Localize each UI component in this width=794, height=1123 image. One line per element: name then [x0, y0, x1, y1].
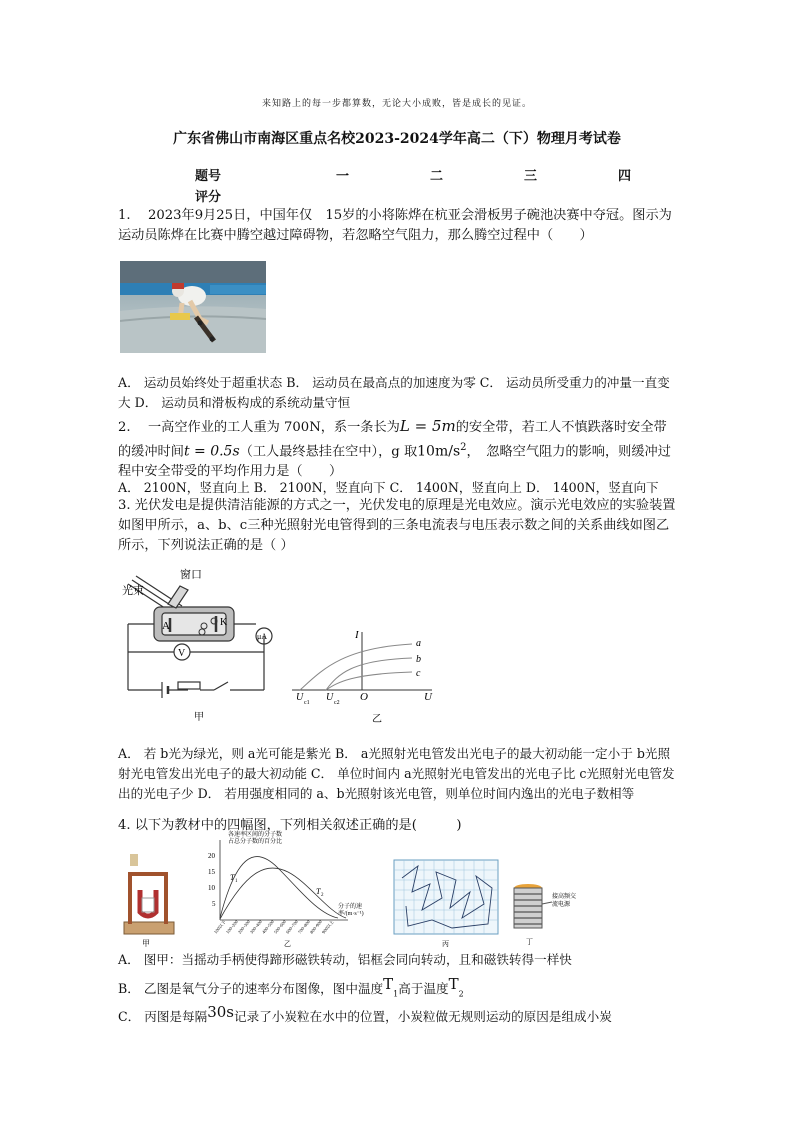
q4-option-b-t2: T	[448, 975, 459, 993]
fig-yi-ytick-10: 10	[208, 884, 215, 892]
q4-option-b-part-1: B． 乙图是氧气分子的速率分布图像，图中温度	[118, 981, 384, 996]
fig-b-uc1-label: U	[296, 692, 304, 703]
fig-b-uc2-sub: c2	[334, 700, 340, 706]
q2-part-2: 的安全带，若工人不慎跌落时安全带的缓冲时间	[118, 420, 667, 460]
xtick-4: 400~500	[260, 919, 276, 935]
xtick-1: 100~200	[224, 919, 240, 935]
question-3-text: 3. 光伏发电是提供清洁能源的方式之一，光伏发电的原理是光电效应。演示光电效应的实验装置如图甲所示，a、b、c三种光照射光电管得到的三条电流表与电压表示数之间的关系曲线如图乙所示，下列说法正确的是（ ）	[118, 498, 676, 553]
fig-yi-t1-label: T	[230, 873, 235, 882]
fig-a-anode-label: A	[162, 620, 170, 632]
xtick-8: 800~900	[308, 919, 324, 935]
q2-formula-g: 10m/s	[417, 443, 461, 460]
fig-b-curve-b-label: b	[416, 654, 421, 665]
q4-option-c-part-2: 记录了小炭粒在水中的位置，小炭粒做无规则运动的原因是组成小炭	[234, 1009, 612, 1024]
fig-b-curve-c-label: c	[416, 668, 421, 679]
fig-yi-xticks	[212, 918, 336, 935]
q2-formula-t: t = 0.5s	[183, 443, 240, 460]
q2-part-3: （工人最终悬挂在空中），g 取	[239, 444, 418, 460]
rheostat	[178, 682, 200, 689]
induction-heating-figure	[508, 876, 584, 948]
xtick-9: 900以上	[320, 919, 335, 935]
top-bar	[128, 872, 168, 876]
fig-b-u-label: U	[424, 691, 432, 703]
fig-yi-t1-sub: 1	[235, 879, 238, 884]
score-table-label: 题号	[195, 169, 222, 184]
photoelectric-circuit-figure	[118, 566, 278, 724]
fig-ding-label-1: 接高频交	[552, 894, 577, 900]
fig-yi-t2-label: T	[316, 887, 321, 896]
fig-a-voltmeter-label: V	[178, 648, 186, 659]
fig-a-cathode-label: K	[220, 617, 228, 628]
fig-a-beam-label: 光束	[122, 585, 144, 597]
aluminum-frame	[142, 898, 154, 912]
right-post	[164, 872, 168, 924]
score-col-4: 四	[618, 169, 632, 184]
fig-a-ammeter-label: μA	[257, 632, 268, 641]
q4-option-b-part-2: 高于温度	[398, 981, 449, 996]
curve-t2	[220, 868, 346, 919]
left-post	[128, 872, 132, 924]
fig-b-uc2-label: U	[326, 692, 334, 703]
q4-option-c-part-1: C． 丙图是每隔	[118, 1009, 208, 1024]
curve-b	[326, 658, 412, 690]
xtick-0: 100以下	[212, 919, 227, 935]
q4-option-b-t1: T	[383, 975, 394, 993]
question-4-option-a: A． 图甲：当摇动手柄使得蹄形磁铁转动，铝框会同向转动，且和磁铁转得一样快	[118, 952, 572, 967]
xtick-3: 300~400	[248, 919, 264, 935]
fig-yi-title-1: 各速率区间的分子数	[228, 832, 283, 838]
fig-b-i-label: I	[355, 629, 359, 641]
question-4-option-c	[118, 1002, 678, 1027]
xtick-7: 700~800	[296, 919, 312, 935]
fig-yi-xlabel-1: 分子的速	[338, 904, 363, 910]
question-1-options: A． 运动员始终处于超重状态 B． 运动员在最高点的加速度为零 C． 运动员所受重力的冲量一直变大 D． 运动员和滑板构成的系统动量守恒	[118, 375, 670, 410]
iu-curves-figure	[292, 628, 442, 724]
fig-ding-label-2: 流电源	[552, 902, 571, 908]
page-title: 广东省佛山市南海区重点名校2023-2024学年高二（下）物理月考试卷	[173, 131, 621, 147]
fig-b-uc1-sub: c1	[304, 700, 310, 706]
question-4-text: 4. 以下为教材中的四幅图，下列相关叙述正确的是( )	[118, 818, 462, 833]
q2-part-1: 2. 一高空作业的工人重为 700N，系一条长为	[118, 420, 400, 435]
fig-b-curve-a-label: a	[416, 638, 421, 649]
xtick-6: 600~700	[284, 919, 300, 935]
q4-option-b-t2-sub: 2	[458, 989, 464, 999]
question-4-option-b	[118, 974, 678, 1005]
xtick-5: 500~600	[272, 919, 288, 935]
lead-wire	[542, 902, 552, 904]
fig-a-window-label: 窗口	[180, 569, 202, 581]
score-col-2: 二	[430, 169, 444, 184]
question-2-text	[118, 416, 678, 482]
fig-yi-title-2: 占总分子数的百分比	[228, 839, 283, 845]
crank-handle	[130, 854, 138, 866]
score-col-3: 三	[524, 169, 538, 184]
curve-c	[326, 672, 412, 690]
question-3-options: A． 若 b光为绿光，则 a光可能是紫光 B． a光照射光电管发出光电子的最大初动能一定小于 b光照射光电管发出光电子的最大初动能 C． 单位时间内 a光照射光电管发出的光电子比 c光照射光电管发出的光电子少 D． 若用强度相同的 a、b光照射该光电管，则单位时间内逸出的光电子数相等	[118, 746, 675, 801]
xtick-2: 200~300	[236, 919, 252, 935]
window-glass	[168, 586, 188, 608]
fig-yi-ytick-20: 20	[208, 852, 215, 860]
q4-option-c-time: 30s	[207, 1003, 234, 1021]
q4-option-b-t1-sub: 1	[393, 989, 399, 999]
fig-yi-xlabel-2: 率/(m·s⁻¹)	[338, 911, 364, 917]
skateboard-photo	[120, 261, 266, 353]
score-col-1: 一	[336, 169, 350, 184]
q2-formula-L: L = 5m	[399, 417, 456, 435]
question-1-text: 1. 2023年9月25日，中国年仅 15岁的小将陈烨在杭亚会滑板男子碗池决赛中夺冠。图示为运动员陈烨在比赛中腾空越过障碍物，若忽略空气阻力，那么腾空过程中（ ）	[118, 208, 672, 243]
q2-formula-g-exp: 2	[460, 442, 467, 453]
q2-part-4: ， 忽略空气阻力的影响，则缓冲过程中安全带受的平均作用力是（ ）	[118, 444, 671, 480]
magnet-rotation-figure	[118, 852, 178, 948]
brownian-motion-figure	[392, 858, 502, 948]
fig-b-origin-label: O	[360, 691, 368, 703]
score-label: 评分	[195, 190, 222, 205]
motto: 来知路上的每一步都算数，无论大小成败，皆是成长的见证。	[261, 99, 532, 109]
fig-a-caption: 甲	[194, 712, 204, 723]
fig-yi-caption: 乙	[284, 940, 291, 948]
fig-bing-caption: 丙	[442, 940, 449, 948]
fig-b-caption: 乙	[372, 714, 382, 724]
speed-distribution-figure	[198, 828, 374, 948]
fig-yi-ytick-15: 15	[208, 868, 215, 876]
fig-jia-caption: 甲	[142, 939, 150, 948]
fig-yi-ytick-5: 5	[212, 900, 216, 908]
switch-blade	[214, 682, 228, 690]
fig-yi-t2-sub: 2	[321, 893, 324, 898]
fig-ding-caption: 丁	[526, 938, 533, 946]
question-2-options: A． 2100N，竖直向上 B． 2100N，竖直向下 C． 1400N，竖直向上 D． 1400N，竖直向下	[118, 480, 659, 495]
